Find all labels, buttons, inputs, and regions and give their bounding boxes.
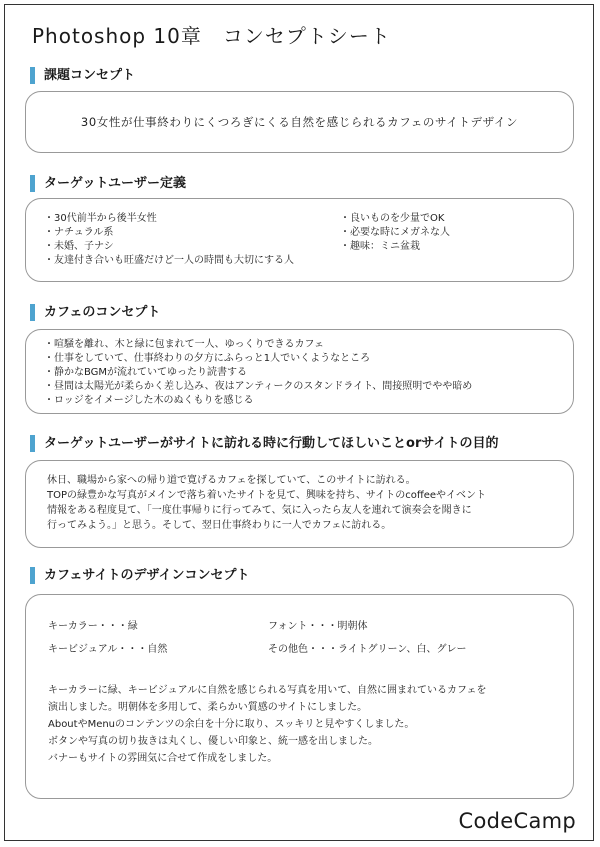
design-box — [25, 594, 574, 799]
cafe-list — [44, 338, 472, 408]
text-line: 行ってみよう。」と思う。そして、翌日仕事終わりに一人でカフェに訪れる。 — [47, 520, 392, 531]
text-line: AboutやMenuのコンテンツの余白を十分に取り、スッキリと見やすくしました。 — [48, 719, 415, 730]
list-item: ・ 趣味：ミニ盆栽 — [340, 240, 450, 254]
list-item: ・ 30代前半から後半女性 — [44, 212, 294, 226]
key-color: キーカラー・・・緑 — [48, 621, 138, 632]
target-list-left — [44, 212, 294, 268]
list-item: ・ 必要な時にメガネな人 — [340, 226, 450, 240]
list-item: ・ 仕事をしていて、仕事終わりの夕方にふらっと1人でいくようなところ — [44, 352, 472, 366]
design-heading: カフェサイトのデザインコンセプト — [30, 567, 250, 584]
list-item: ・ 喧騒を離れ、木と緑に包まれて一人、ゆっくりできるカフェ — [44, 338, 472, 352]
target-list-right — [340, 212, 450, 254]
text-line: 演出しました。明朝体を多用して、柔らかい質感のサイトにしました。 — [48, 702, 368, 713]
font-choice: フォント・・・明朝体 — [268, 621, 368, 632]
text-line: キーカラーに緑、キービジュアルに自然を感じられる写真を用いて、自然に囲まれているカフェを — [48, 685, 487, 696]
purpose-box — [25, 460, 574, 548]
key-visual: キービジュアル・・・自然 — [48, 644, 168, 655]
purpose-heading: ターゲットユーザーがサイトに訪れる時に行動してほしいことorサイトの目的 — [30, 435, 498, 452]
list-item: ・ ロッジをイメージした木のぬくもりを感じる — [44, 394, 472, 408]
target-heading: ターゲットユーザー定義 — [30, 175, 186, 192]
text-line: ボタンや写真の切り抜きは丸くし、優しい印象と、統一感を出しました。 — [48, 736, 378, 747]
list-item: ・ 未婚、子ナシ — [44, 240, 294, 254]
theme-text: 30女性が仕事終わりにくつろぎにくる自然を感じられるカフェのサイトデザイン — [80, 115, 519, 129]
text-line: 休日、職場から家への帰り道で寛げるカフェを探していて、このサイトに訪れる。 — [47, 475, 416, 486]
list-item: ・ 静かなBGMが流れていてゆったり読書する — [44, 366, 472, 380]
cafe-heading: カフェのコンセプト — [30, 304, 160, 321]
codecamp-logo: CodeCamp — [458, 809, 576, 833]
cafe-box — [25, 329, 574, 414]
text-line: バナーもサイトの雰囲気に合せて作成をしました。 — [48, 753, 278, 764]
page-title: Photoshop 10章 コンセプトシート — [32, 24, 391, 48]
list-item: ・ 昼間は太陽光が柔らかく差し込み、夜はアンティークのスタンドライト、間接照明でやや暗め — [44, 380, 472, 394]
design-text — [48, 682, 487, 767]
target-box — [25, 198, 574, 282]
text-line: TOPの緑豊かな写真がメインで落ち着いたサイトを見て、興味を持ち、サイトのcoffeeやイベント — [47, 490, 487, 501]
text-line: 情報をある程度見て、「一度仕事帰りに行ってみて、気に入ったら友人を連れて演奏会を聞きに — [47, 505, 472, 516]
theme-heading: 課題コンセプト — [30, 67, 135, 84]
list-item: ・ 良いものを少量でOK — [340, 212, 450, 226]
list-item: ・ ナチュラル系 — [44, 226, 294, 240]
other-colors: その他色・・・ライトグリーン、白、グレー — [268, 644, 467, 655]
theme-box — [25, 91, 574, 153]
purpose-text — [47, 473, 486, 533]
list-item: ・ 友達付き合いも旺盛だけど一人の時間も大切にする人 — [44, 254, 294, 268]
